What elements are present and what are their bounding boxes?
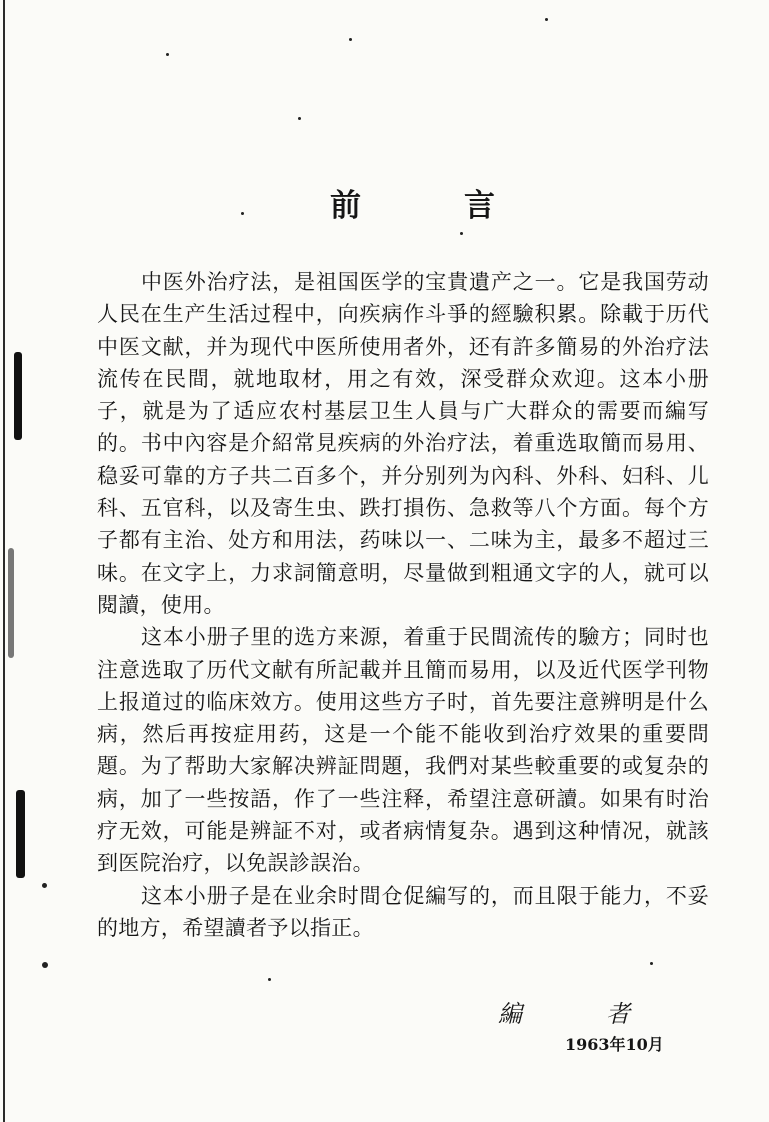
scan-speck [650, 962, 653, 965]
scan-speck [349, 38, 352, 41]
page-left-edge [3, 0, 5, 1122]
scan-speck [460, 232, 463, 235]
scan-speck [42, 962, 48, 968]
scan-speck [241, 212, 244, 215]
preface-paragraph: 中医外治疗法，是祖国医学的宝貴遺产之一。它是我国劳动人民在生产生活过程中，向疾病作斗爭的經驗积累。除載于历代中医文献，并为现代中医所使用者外，还有許多簡易的外治疗法流传在民間，就地取材，用之有效，深受群众欢迎。这本小册子，就是为了适应农村基层卫生人員与广大群众的需要而編写的。书中內容是介紹常見疾病的外治疗法，着重选取簡而易用、稳妥可靠的方子共二百多个，并分别列为內科、外科、妇科、儿科、五官科，以及寄生虫、跌打損伤、急救等八个方面。每个方子都有主治、处方和用法，药味以一、二味为主，最多不超过三味。在文字上，力求詞簡意明，尽量做到粗通文字的人，就可以閱讀，使用。 [97, 270, 709, 617]
scan-speck [166, 53, 169, 56]
scan-speck [298, 117, 301, 120]
scan-binding-mark [8, 548, 14, 658]
scan-speck [268, 978, 271, 981]
scan-binding-mark [14, 352, 22, 440]
scan-speck [42, 883, 47, 888]
scan-speck [545, 18, 548, 21]
author-signature: 編 者 [498, 1000, 660, 1028]
publication-date: 1963年10月 [565, 1035, 664, 1054]
page-title: 前 言 [330, 188, 531, 224]
preface-paragraph: 这本小册子是在业余时間仓促編写的，而且限于能力，不妥的地方，希望讀者予以指正。 [97, 883, 709, 940]
scan-binding-mark [16, 790, 25, 878]
preface-body [97, 266, 709, 944]
preface-paragraph: 这本小册子里的选方来源，着重于民間流传的驗方；同时也注意选取了历代文献有所記載并且簡而易用，以及近代医学刊物上报道过的临床效方。使用这些方子时，首先要注意辨明是什么病，然后再按症用药，这是一个能不能收到治疗效果的重要問題。为了帮助大家解决辨証問題，我們对某些較重要的或复杂的病，加了一些按語，作了一些注释，希望注意研讀。如果有时治疗无效，可能是辨証不对，或者病情复杂。遇到这种情况，就該到医院治疗，以免誤診誤治。 [97, 625, 709, 876]
